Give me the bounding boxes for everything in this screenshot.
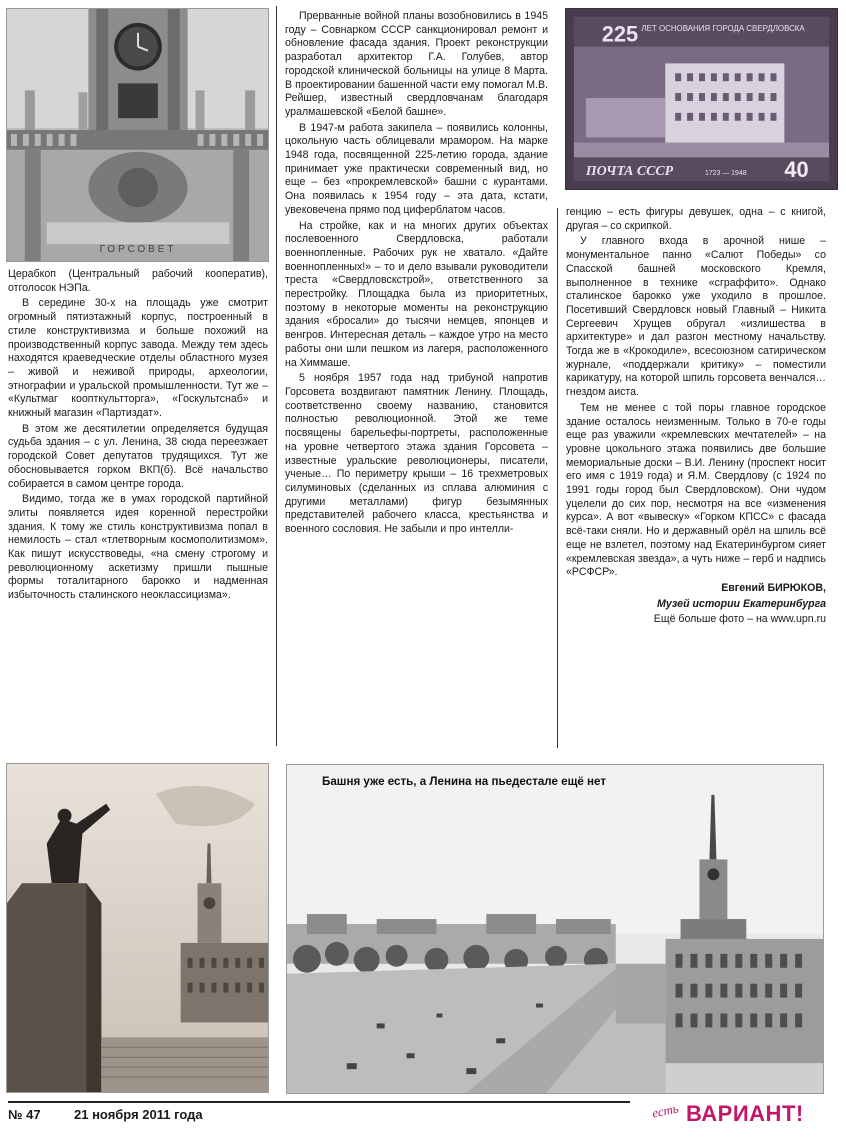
- stamp-country: ПОЧТА СССР: [585, 164, 674, 180]
- paragraph: В этом же десятилетии определяется будущая судьба здания – с ул. Ленина, 38 сюда переезжает городской Совет депутатов трудящихся. Тут же обосновывается горком ВКП(б). Всё начальство собирается в самом центре города.: [8, 422, 268, 490]
- stamp-photo: [565, 8, 838, 190]
- paragraph: Видимо, тогда же в умах городской партийной элиты появляется идея коренной перестройки здания. К тому же стиль конструктивизма попал в немилость – стал «тлетворным космополитизмом». Как пишут искусствоведы, «на смену строгому и революционному аскетизму пришли пышные формы тоталитарного барокко и надменная избыточность сталинского неоклассицизма».: [8, 493, 268, 602]
- newspaper-logo: [640, 1094, 840, 1132]
- lenin-monument-photo: [6, 763, 269, 1093]
- article-column-left: [8, 268, 268, 605]
- paragraph: Прерванные войной планы возобновились в 1945 году – Совнарком СССР санкционировал ремонт и обновление фасада здания. Проект реконструкции разработал архитектор Г.А. Голубев, автор городской клинической больницы на улице 8 Марта. В проектировании башенной части ему помогал М.В. Рейшер, известный свердловчанам благодаря уралмашевской «Белой башне».: [285, 10, 548, 118]
- logo-main: ВАРИАНТ!: [686, 1101, 804, 1126]
- column-divider: [276, 6, 277, 746]
- article-column-right: [566, 206, 826, 629]
- column-divider: [557, 208, 558, 748]
- stamp-number: 225: [601, 21, 639, 47]
- paragraph: генцию – есть фигуры девушек, одна – с книгой, другая – со скрипкой.: [566, 206, 826, 232]
- gorsovet-sign: ГОРСОВЕТ: [99, 244, 177, 256]
- paragraph: У главного входа в арочной нише – монументальное панно «Салют Победы» со Спасской башней московского Кремля, выполненное в технике «сграффито». Однако сталинское барокко уже уходило в прошлое. Посетивший Свердловск новый Главный – Никита Сергеевич Хрущев обругал «излишества в архитектуре» и дал разгон местному начальству. Тогда же в «Крокодиле», всесоюзном сатирическом журнале, «поддержали критику» – поместили карикатуру, на которой шпиль горсовета венчался… гнездом аиста.: [566, 235, 826, 399]
- stamp-value: 40: [784, 157, 809, 183]
- gorsovet-facade-photo: [6, 8, 269, 262]
- paragraph: Церабкоп (Центральный рабочий кооператив), отголосок НЭПа.: [8, 268, 268, 294]
- paragraph: В середине 30-х на площадь уже смотрит огромный пятиэтажный корпус, построенный в стиле конструктивизма и больше похожий на производственный корпус завода. Между тем здесь находятся краеведческие отделы областного музея – живой и неживой природы, археологии, этнографии и уральской промышленности. Тут же – «Культмаг коопткультторга», «Госкультснаб» и книжный магазин «Партиздат».: [8, 297, 268, 420]
- author-organization: Музей истории Екатеринбурга: [656, 597, 826, 610]
- issue-number: № 47: [8, 1107, 41, 1122]
- paragraph: Тем не менее с той поры главное городское здание осталось неизменным. Только в 70-е годы еще раз уважили «кремлевских мечтателей» – на уровне цокольного этажа появились две большие мемориальные доски – В.И. Ленину (проспект носит его имя с 1919 года) и Я.М. Свердлову (с 1924 по 1991 годы город был Свердловском). Они чудом уцелели до сих пор, несмотря на все «изменения курса». А вот «вывеску» «Горком КПСС» с фасада всё-таки сняли. Но и державный орёл на шпиль всё еще не взлетел, поэтому над Екатеринбургом сияет «кремлевская звезда», а чуть ниже – герб и надпись «РСФСР».: [566, 401, 826, 579]
- issue-date: 21 ноября 2011 года: [74, 1107, 203, 1122]
- paragraph: На стройке, как и на многих других объектах послевоенного Свердловска, работали военнопленные. Рабочих рук не хватало. «Дайте военнопленных!» – то и дело взывали руководители треста «Свердловскстрой», ответственного за перестройку. Площадка была из приоритетных, поэтому в некоторые моменты на реконструкцию здания «бросали» до тысячи немцев, японцев и венгров. Интересная деталь – каждое утро на место работы они шли пешком из лагеря, расположенного на Химмаше.: [285, 219, 548, 369]
- historic-square-photo: [286, 764, 824, 1094]
- paragraph: 5 ноября 1957 года над трибуной напротив Горсовета воздвигают памятник Ленину. Площадь, соответственно своему названию, становится полностью революционной. Этой же теме посвящены барельефы-портреты, расположенные на уровне четвертого этажа здания Горсовета – известные уральские революционеры, писатели, ученые… По периметру крыши – 16 трехметровых силуминовых (сделанных из сплава алюминия с другими металлами) фигур безымянных представителей рабочего класса, крестьянства и военного сословия. Не забыли и про интелли-: [285, 372, 548, 536]
- photo-caption: Башня уже есть, а Ленина на пьедестале ещё нет: [322, 775, 607, 788]
- logo-prefix: есть: [650, 1100, 680, 1121]
- author-name: Евгений БИРЮКОВ,: [721, 581, 826, 594]
- stamp-banner: ЛЕТ ОСНОВАНИЯ ГОРОДА СВЕРДЛОВСКА: [641, 23, 805, 33]
- stamp-years: 1723 — 1948: [704, 170, 747, 178]
- article-column-middle: [285, 10, 548, 539]
- paragraph: В 1947-м работа закипела – появились колонны, цокольную часть облицевали мрамором. На марке 1948 года, посвященной 225-летию города, здание принимает уже практически современный вид, но еще – без «прокремлевской» башни с курантами. Она появилась к 1954 году – эта дата, кстати, увековечена прямо под циферблатом часов.: [285, 121, 548, 216]
- footer-rule: [8, 1101, 630, 1103]
- more-photos-link[interactable]: Ещё больше фото – на www.upn.ru: [653, 613, 826, 626]
